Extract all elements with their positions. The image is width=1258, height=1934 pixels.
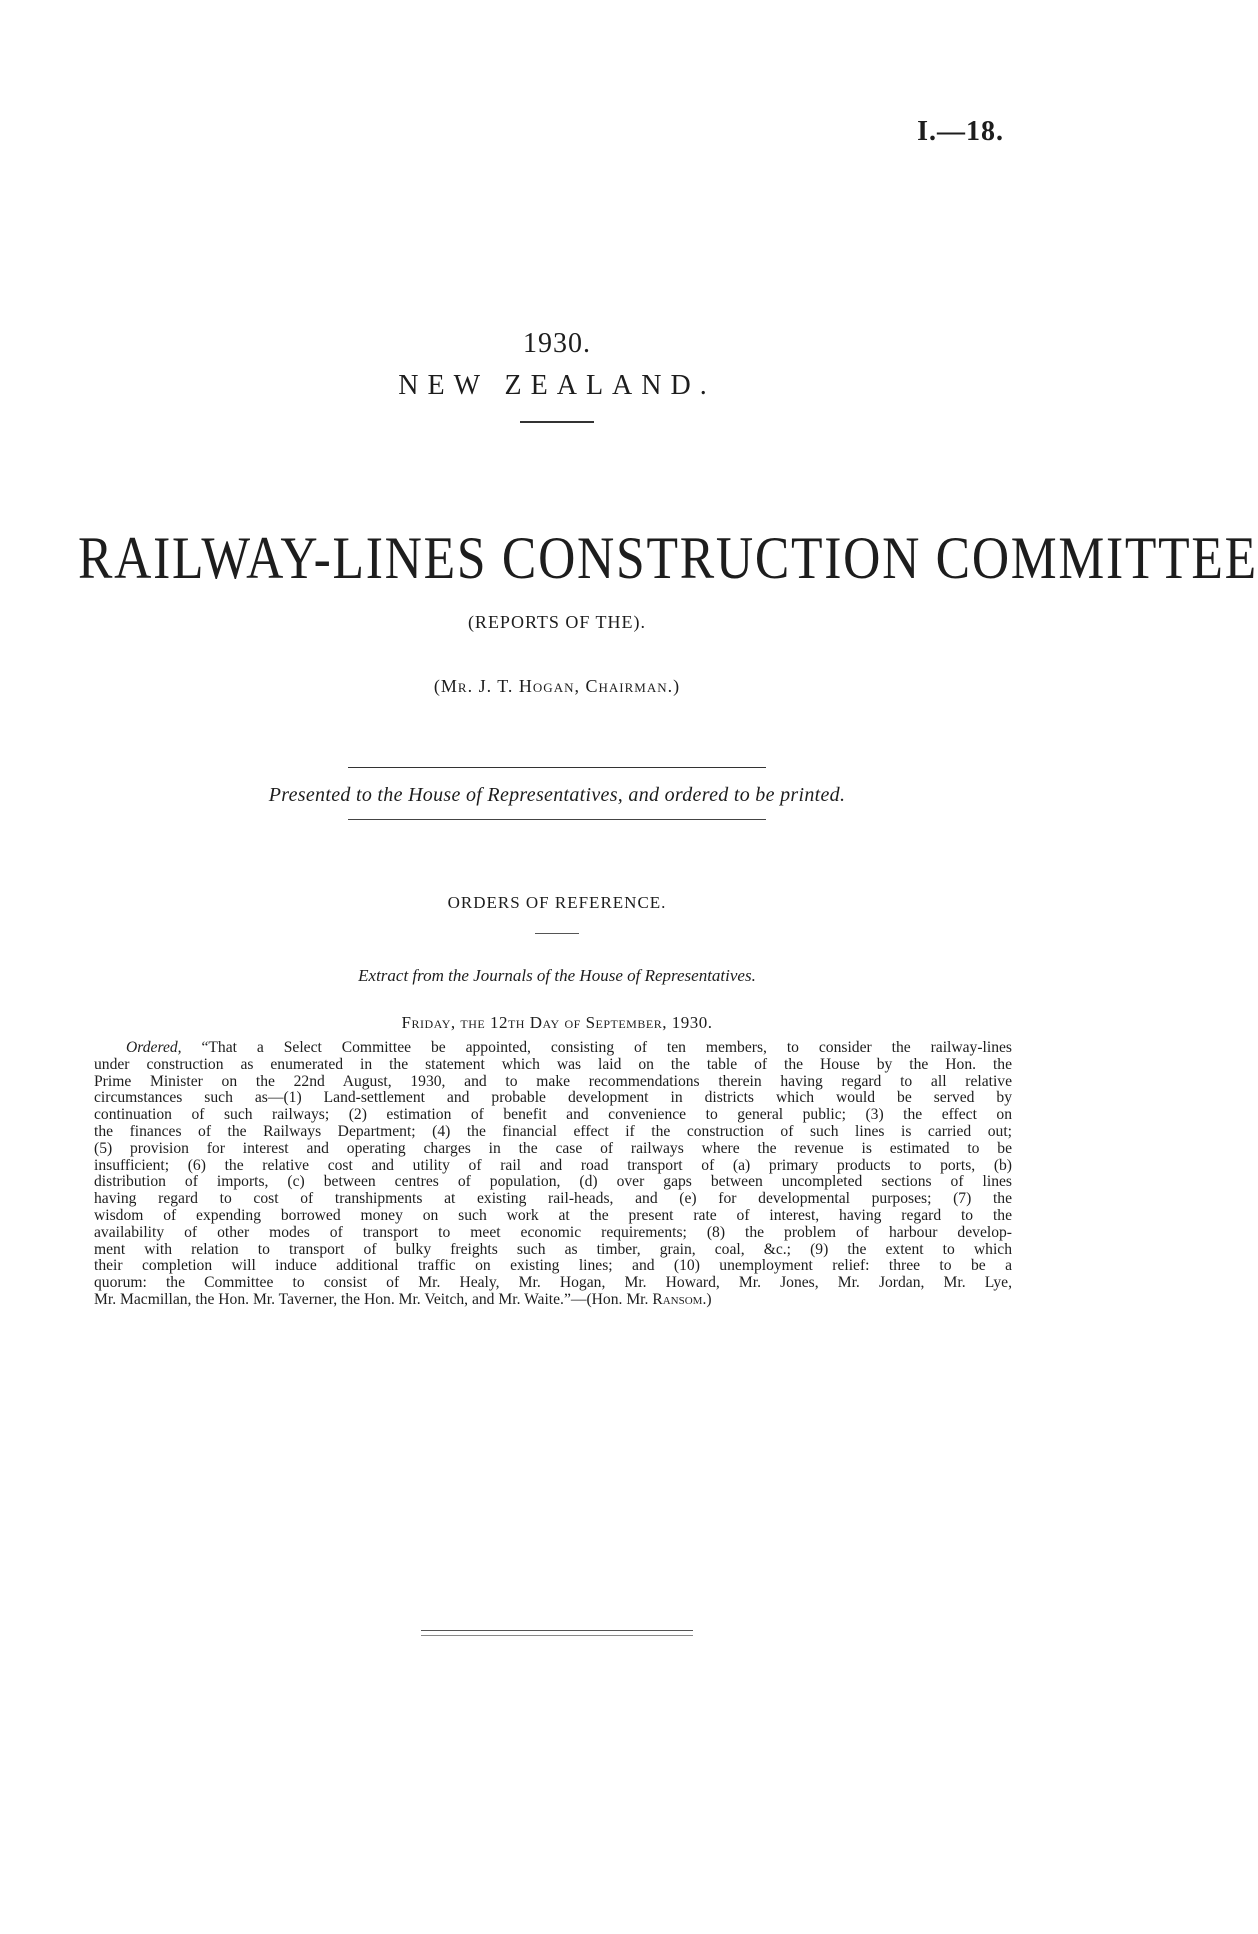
paragraph-line: wisdom of expending borrowed money on such work at the present rate of interest, having regard to the — [94, 1206, 1012, 1224]
paragraph-line: circumstances such as—(1) Land-settlement and probable development in districts which would be served by — [94, 1089, 1012, 1107]
paragraph-line: under construction as enumerated in the statement which was laid on the table of the House by the Hon. the — [94, 1055, 1012, 1073]
chairman-name: Hogan, Chairman. — [518, 676, 674, 696]
paragraph-line: ment with relation to transport of bulky freights such as timber, grain, coal, &c.; (9) the extent to which — [94, 1240, 1012, 1258]
end-rule — [421, 1630, 693, 1631]
paragraph-line: Ordered, “That a Select Committee be appointed, consisting of ten members, to consider the railway-lines — [126, 1039, 1012, 1056]
ordered-word: Ordered, — [126, 1039, 182, 1056]
chairman-close: ) — [673, 676, 681, 696]
chairman-open: ( — [433, 676, 441, 696]
country: NEW ZEALAND. — [398, 370, 716, 401]
subtitle: (REPORTS OF THE). — [467, 612, 647, 632]
chairman-line — [0, 676, 1114, 697]
date-year: 1930. — [666, 1013, 713, 1032]
document-number: I.—18. — [917, 116, 1004, 147]
ransom-name: Ransom. — [652, 1290, 707, 1308]
divider-rule — [348, 767, 766, 768]
paragraph-line: (5) provision for interest and operating charges in the case of railways where the revenue is estimated to be — [94, 1139, 1012, 1157]
date-day: Friday, the — [401, 1013, 490, 1032]
date-num: 12th — [489, 1013, 525, 1032]
chairman-initials: J. T. — [473, 676, 519, 696]
extract-line: Extract from the Journals of the House of Representatives. — [358, 966, 756, 985]
order-paragraph — [94, 1040, 1012, 1309]
year: 1930. — [523, 328, 591, 359]
paragraph-line: their completion will induce additional traffic on existing lines; and (10) unemployment relief: three to be a — [94, 1257, 1012, 1275]
paragraph-line: continuation of such railways; (2) estimation of benefit and convenience to general public; (3) the effect on — [94, 1106, 1012, 1124]
paragraph-line: quorum: the Committee to consist of Mr. Healy, Mr. Hogan, Mr. Howard, Mr. Jones, Mr. Jordan, Mr. Lye, — [94, 1274, 1012, 1292]
main-title: RAILWAY-LINES CONSTRUCTION COMMITTEE — [77, 525, 1258, 591]
divider-rule — [520, 421, 594, 423]
paragraph-line: Prime Minister on the 22nd August, 1930, and to make recommendations therein having regard to all relative — [94, 1072, 1012, 1090]
paragraph-line: availability of other modes of transport to meet economic requirements; (8) the problem of harbour develop- — [94, 1223, 1012, 1241]
chairman-mr: Mr. — [440, 676, 474, 696]
paragraph-line: distribution of imports, (c) between centres of population, (d) over gaps between uncompleted sections of lines — [94, 1173, 1012, 1191]
date-rest: Day of September, — [524, 1013, 667, 1032]
end-rule — [421, 1635, 693, 1636]
paragraph-line: having regard to cost of transhipments at existing rail-heads, and (e) for developmental purposes; (7) the — [94, 1190, 1012, 1208]
paragraph-line: insufficient; (6) the relative cost and utility of rail and road transport of (a) primary products to ports, (b) — [94, 1156, 1012, 1174]
presented-note: Presented to the House of Representatives, and ordered to be printed. — [268, 784, 846, 806]
paragraph-line: the finances of the Railways Department; (4) the financial effect if the construction of such lines is carried out; — [94, 1122, 1012, 1140]
divider-rule — [348, 819, 766, 820]
divider-rule — [535, 933, 579, 934]
paragraph-line: Mr. Macmillan, the Hon. Mr. Taverner, the Hon. Mr. Veitch, and Mr. Waite.”—(Hon. Mr. Ransom.) — [94, 1290, 712, 1308]
section-heading: ORDERS OF REFERENCE. — [447, 893, 667, 912]
date-line — [0, 1013, 1114, 1033]
